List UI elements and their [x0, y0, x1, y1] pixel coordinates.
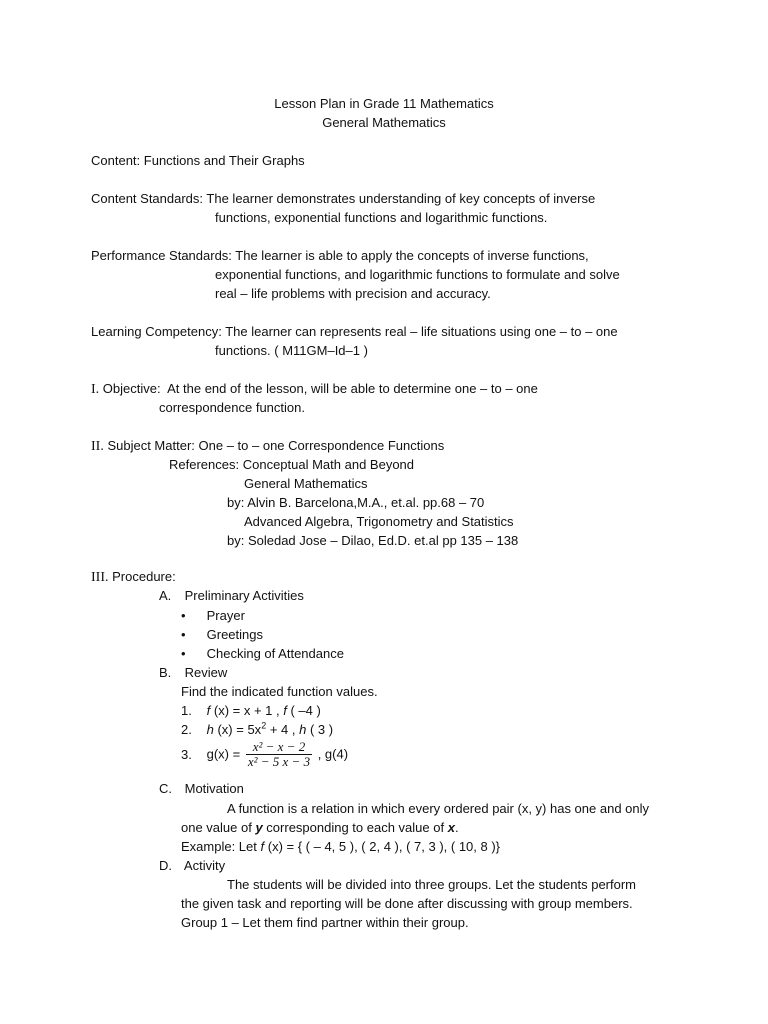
function-name: f	[283, 703, 287, 718]
document-subtitle: General Mathematics	[322, 115, 446, 130]
content-text: Functions and Their Graphs	[143, 153, 305, 168]
reference1-title: Conceptual Math and Beyond	[242, 457, 415, 472]
emphasis-y: y	[255, 820, 263, 835]
function-name: f	[260, 839, 265, 854]
function-expression: (x) = x + 1 ,	[210, 703, 284, 718]
section-c-label: Motivation	[184, 781, 244, 796]
function-evaluation: ( –4 )	[286, 703, 321, 718]
example-set: (x) = { ( – 4, 5 ), ( 2, 4 ), ( 7, 3 ), ( 10, 8 )}	[264, 839, 501, 854]
motivation-heading	[159, 779, 244, 798]
activity-line2: the given task and reporting will be done after discussing with group members.	[181, 896, 633, 911]
references-line	[169, 455, 414, 474]
section-d-letter: D.	[159, 858, 172, 873]
objective-text1: At the end of the lesson, will be able to determine one – to – one	[167, 381, 538, 396]
activity-line1: The students will be divided into three groups. Let the students perform	[227, 877, 637, 892]
review-number: 1.	[181, 703, 192, 718]
performance-standards-line3: real – life problems with precision and accuracy.	[215, 286, 491, 301]
section-b-letter: B.	[159, 665, 172, 680]
bullet-text-prayer: Prayer	[206, 608, 245, 623]
review-item-1	[181, 701, 321, 720]
performance-standards-line1	[91, 246, 589, 265]
function-name: h	[206, 722, 214, 737]
content-line	[91, 151, 305, 170]
procedure-label: Procedure:	[112, 569, 176, 584]
function-expression: (x) = 5x	[213, 722, 262, 737]
section-a-letter: A.	[159, 588, 172, 603]
activity-heading	[159, 856, 225, 875]
subject-matter-numeral: II.	[91, 439, 104, 454]
function-name: h	[299, 722, 307, 737]
objective-line1	[91, 379, 538, 399]
section-b-label: Review	[184, 665, 228, 680]
section-c-letter: C.	[159, 781, 172, 796]
review-heading	[159, 663, 227, 682]
motivation-line1: A function is a relation in which every ordered pair (x, y) has one and only	[227, 801, 650, 816]
bullet-text-greetings: Greetings	[206, 627, 263, 642]
review-number: 3.	[181, 746, 192, 762]
bullet-item	[181, 625, 263, 644]
exponent: 2	[261, 720, 267, 731]
preliminary-activities-heading	[159, 586, 304, 605]
bullet-glyph: •	[181, 627, 186, 642]
reference1-author: by: Alvin B. Barcelona,M.A., et.al. pp.68 – 70	[227, 495, 485, 510]
example-text: Example: Let	[181, 839, 261, 854]
reference2-title: Advanced Algebra, Trigonometry and Statistics	[244, 514, 514, 529]
review-item-3	[181, 740, 348, 769]
learning-competency-text1: The learner can represents real – life situations using one – to – one	[225, 324, 618, 339]
function-evaluation: , g(4)	[314, 746, 349, 762]
procedure-numeral: III.	[91, 570, 109, 585]
function-lhs: g(x) =	[206, 746, 244, 762]
performance-standards-label: Performance Standards:	[91, 248, 232, 263]
references-label: References:	[169, 457, 240, 472]
fraction-denominator: x² − 5 x − 3	[247, 754, 311, 769]
content-standards-label: Content Standards:	[91, 191, 204, 206]
function-name: f	[206, 703, 211, 718]
motivation-line2	[181, 818, 459, 837]
content-standards-line1	[91, 189, 595, 208]
section-d-label: Activity	[183, 858, 226, 873]
review-instruction: Find the indicated function values.	[181, 684, 378, 699]
motivation-example	[181, 837, 500, 856]
performance-standards-line2: exponential functions, and logarithmic functions to formulate and solve	[215, 267, 620, 282]
bullet-glyph: •	[181, 646, 186, 661]
subject-matter-line	[91, 436, 444, 456]
learning-competency-line1	[91, 322, 618, 341]
motivation-text: corresponding to each value of	[262, 820, 448, 835]
section-a-label: Preliminary Activities	[184, 588, 304, 603]
review-number: 2.	[181, 722, 192, 737]
content-standards-text1: The learner demonstrates understanding of key concepts of inverse	[206, 191, 596, 206]
objective-line2: correspondence function.	[159, 400, 305, 415]
review-item-2	[181, 720, 333, 739]
objective-numeral: I.	[91, 382, 100, 397]
subject-matter-text: One – to – one Correspondence Functions	[198, 438, 445, 453]
emphasis-x: x	[447, 820, 455, 835]
bullet-item	[181, 606, 245, 625]
bullet-text-attendance: Checking of Attendance	[206, 646, 344, 661]
performance-standards-text1: The learner is able to apply the concepts of inverse functions,	[235, 248, 589, 263]
motivation-text: .	[454, 820, 459, 835]
content-standards-line2: functions, exponential functions and logarithmic functions.	[215, 210, 548, 225]
rational-expression	[246, 740, 312, 769]
document-title: Lesson Plan in Grade 11 Mathematics	[274, 96, 494, 111]
bullet-glyph: •	[181, 608, 186, 623]
content-label: Content:	[91, 153, 141, 168]
learning-competency-line2: functions. ( M11GM–Id–1 )	[215, 343, 368, 358]
reference1-subtitle: General Mathematics	[244, 476, 368, 491]
function-evaluation: ( 3 )	[306, 722, 334, 737]
activity-line3: Group 1 – Let them find partner within their group.	[181, 915, 469, 930]
objective-label: Objective:	[102, 381, 161, 396]
motivation-text: one value of	[181, 820, 256, 835]
function-expression-tail: + 4 ,	[266, 722, 300, 737]
reference2-author: by: Soledad Jose – Dilao, Ed.D. et.al pp 135 – 138	[227, 533, 519, 548]
learning-competency-label: Learning Competency:	[91, 324, 222, 339]
bullet-item	[181, 644, 344, 663]
fraction-numerator: x² − x − 2	[246, 740, 312, 755]
procedure-heading	[91, 567, 176, 587]
subject-matter-label: Subject Matter:	[107, 438, 195, 453]
